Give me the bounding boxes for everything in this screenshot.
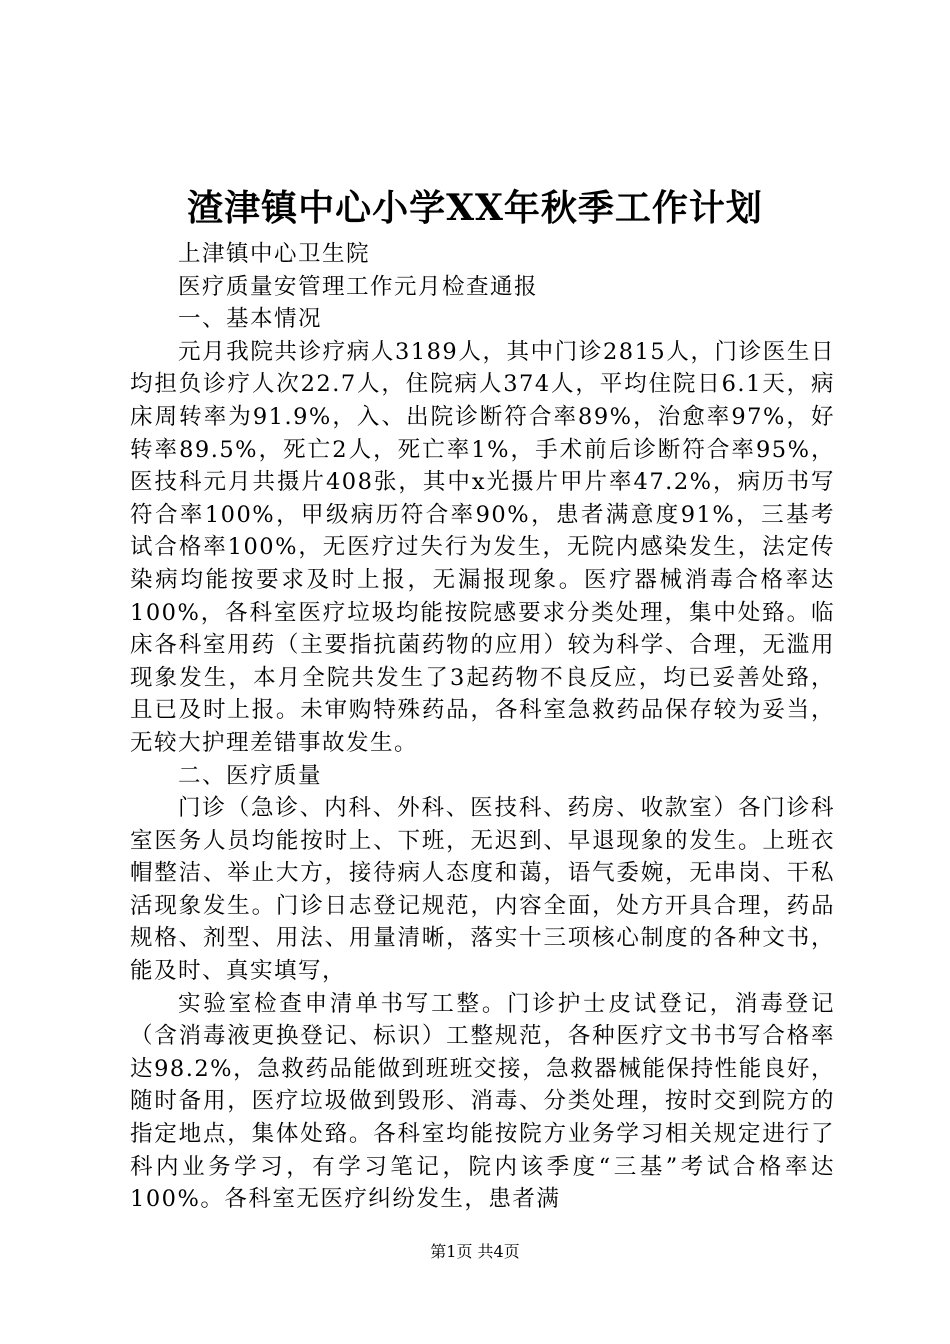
section-heading-quality: 二、医疗质量 xyxy=(178,762,323,789)
paragraph-outpatient: 门诊（急诊、内科、外科、医技科、药房、收款室）各门诊科室医务人员均能按时上、下班，无迟到、早退现象的发生。上班衣帽整洁、举止大方，接待病人态度和蔼，语气委婉，无串岗、干私活现象发生。门诊日志登记规范，内容全面，处方开具合理，药品规格、剂型、用法、用量清晰，落实十三项核心制度的各种文书，能及时、真实填写， xyxy=(130,795,835,985)
page-number: 第1页 共4页 xyxy=(430,1242,520,1261)
paragraph-basic-info: 元月我院共诊疗病人3189人，其中门诊2815人，门诊医生日均担负诊疗人次22.7人，住院病人374人，平均住院日6.1天，病床周转率为91.9%，入、出院诊断符合率89%，治愈率97%，好转率89.5%，死亡2人，死亡率1%，手术前后诊断符合率95%，医技科元月共摄片408张，其中x光摄片甲片率47.2%，病历书写符合率100%，甲级病历符合率90%，患者满意度91%，三基考试合格率100%，无医疗过失行为发生，无院内感染发生，法定传染病均能按要求及时上报，无漏报现象。医疗器械消毒合格率达100%，各科室医疗垃圾均能按院感要求分类处理，集中处臵。临床各科室用药（主要指抗菌药物的应用）较为科学、合理，无滥用现象发生，本月全院共发生了3起药物不良反应，均已妥善处臵，且已及时上报。未审购特殊药品，各科室急救药品保存较为妥当，无较大护理差错事故发生。 xyxy=(130,338,835,756)
document-body xyxy=(130,238,835,1216)
paragraph-report-title: 医疗质量安管理工作元月检查通报 xyxy=(178,273,539,300)
document-title: 渣津镇中心小学XX年秋季工作计划 xyxy=(187,187,763,229)
section-heading-basic: 一、基本情况 xyxy=(178,306,323,333)
paragraph-lab: 实验室检查申清单书写工整。门诊护士皮试登记，消毒登记（含消毒液更换登记、标识）工整规范，各种医疗文书书写合格率达98.2%，急救药品能做到班班交接，急救器械能保持性能良好，随时备用，医疗垃圾做到毁形、消毒、分类处理，按时交到院方的指定地点，集体处臵。各科室均能按院方业务学习相关规定进行了科内业务学习，有学习笔记，院内该季度“三基”考试合格率达100%。各科室无医疗纠纷发生，患者满 xyxy=(130,990,835,1213)
paragraph-org-name: 上津镇中心卫生院 xyxy=(178,241,371,267)
